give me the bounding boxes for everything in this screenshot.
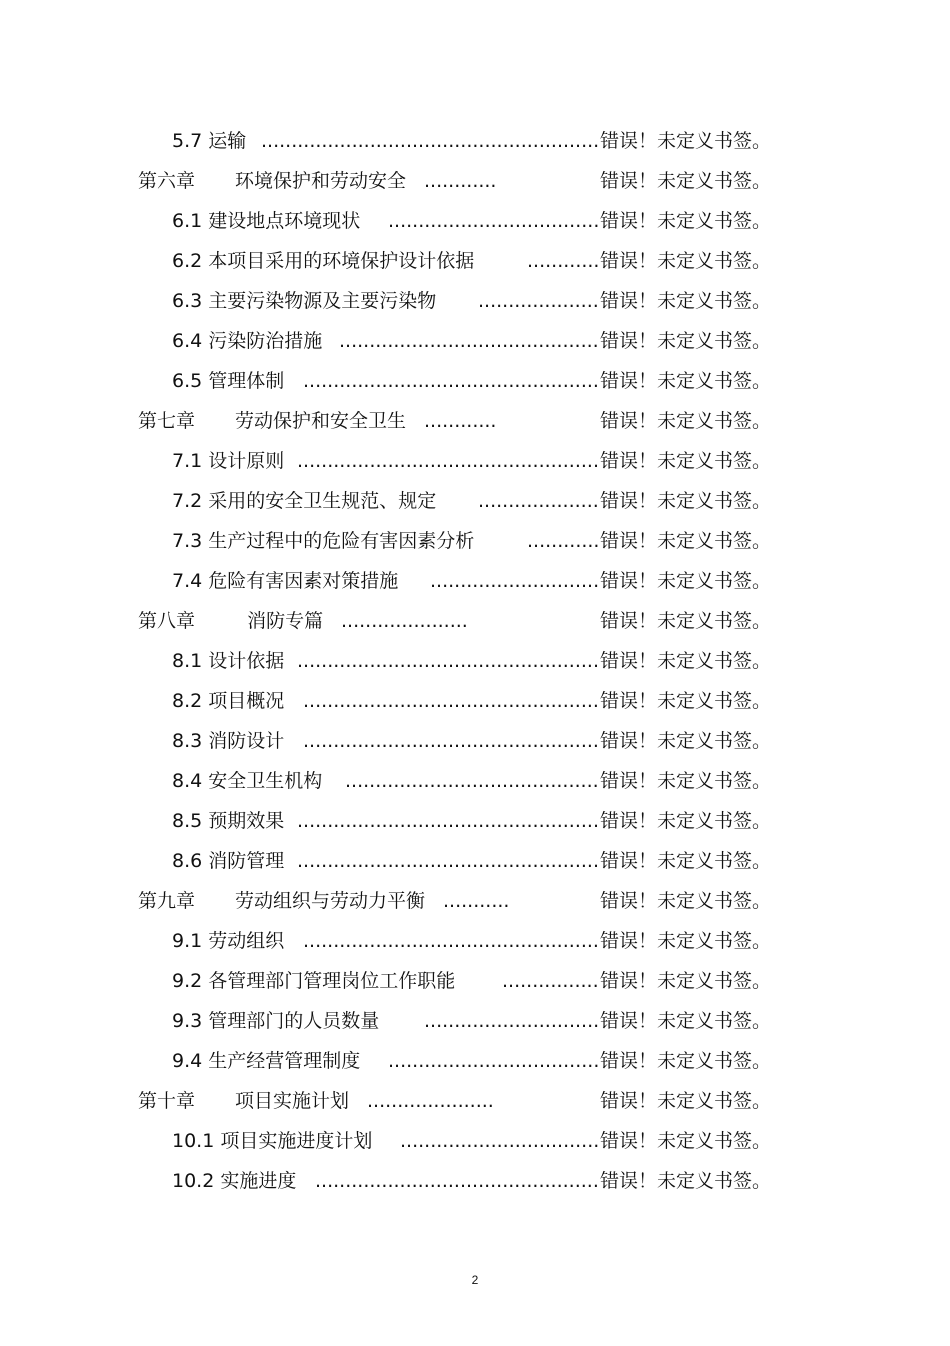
- toc-chapter-title: 环境保护和劳动安全: [235, 170, 407, 192]
- toc-entry-number: 9.1 劳动组织: [172, 930, 285, 952]
- toc-entry-number: 8.4 安全卫生机构: [172, 770, 323, 792]
- toc-chapter-title: 项目实施计划: [235, 1090, 350, 1112]
- toc-page-reference: 错误！未定义书签。: [600, 410, 772, 432]
- toc-entry-label: [172, 521, 474, 561]
- toc-leader-dots: ............: [527, 530, 600, 552]
- toc-chapter-row[interactable]: [0, 161, 950, 201]
- toc-entry-number: 6.5 管理体制: [172, 370, 285, 392]
- toc-entry-label: [172, 921, 284, 961]
- toc-entry-number: 6.1 建设地点环境现状: [172, 210, 361, 232]
- toc-page-reference: 错误！未定义书签。: [600, 1170, 772, 1192]
- toc-entry-label: [172, 761, 322, 801]
- toc-page-reference: 错误！未定义书签。: [600, 250, 772, 272]
- toc-leader-dots: .....................: [367, 1090, 494, 1112]
- toc-entry-label: [138, 161, 406, 201]
- toc-entry-label: [172, 1161, 296, 1201]
- toc-leader-dots: ................: [502, 970, 599, 992]
- toc-chapter-title: 消防专篇: [235, 610, 324, 632]
- toc-entry-number: 第七章: [138, 410, 196, 432]
- toc-entry-number: 第六章: [138, 170, 196, 192]
- toc-section-row[interactable]: [0, 801, 950, 841]
- toc-chapter-title: 劳动保护和安全卫生: [235, 410, 407, 432]
- toc-page-reference: 错误！未定义书签。: [600, 570, 772, 592]
- toc-section-row[interactable]: [0, 721, 950, 761]
- toc-section-row[interactable]: [0, 641, 950, 681]
- toc-leader-dots: .............................: [424, 1010, 600, 1032]
- toc-entry-label: [172, 241, 474, 281]
- toc-section-row[interactable]: [0, 481, 950, 521]
- toc-entry-number: 第九章: [138, 890, 196, 912]
- toc-page-reference: 错误！未定义书签。: [600, 1050, 772, 1072]
- toc-page-reference: 错误！未定义书签。: [600, 170, 772, 192]
- toc-section-row[interactable]: [0, 1001, 950, 1041]
- toc-leader-dots: .................................................: [303, 690, 599, 712]
- toc-entry-label: [172, 961, 455, 1001]
- toc-leader-dots: ............: [424, 410, 497, 432]
- toc-entry-label: [172, 801, 284, 841]
- toc-leader-dots: ..........................................: [345, 770, 599, 792]
- toc-chapter-row[interactable]: [0, 401, 950, 441]
- toc-entry-label: [172, 561, 398, 601]
- toc-entry-label: [172, 481, 436, 521]
- toc-section-row[interactable]: [0, 921, 950, 961]
- toc-chapter-row[interactable]: [0, 601, 950, 641]
- toc-entry-label: [172, 641, 284, 681]
- toc-page-reference: 错误！未定义书签。: [600, 1010, 772, 1032]
- toc-section-row[interactable]: [0, 121, 950, 161]
- toc-leader-dots: .................................: [400, 1130, 600, 1152]
- toc-entry-number: 7.3 生产过程中的危险有害因素分析: [172, 530, 475, 552]
- toc-leader-dots: ...........: [443, 890, 510, 912]
- toc-entry-label: [138, 881, 425, 921]
- toc-section-row[interactable]: [0, 841, 950, 881]
- toc-entry-label: [172, 681, 284, 721]
- toc-entry-number: 6.4 污染防治措施: [172, 330, 323, 352]
- toc-page-reference: 错误！未定义书签。: [600, 730, 772, 752]
- toc-leader-dots: ....................: [478, 290, 599, 312]
- toc-entry-number: 5.7 运输: [172, 130, 247, 152]
- toc-page-reference: 错误！未定义书签。: [600, 850, 772, 872]
- toc-entry-number: 6.3 主要污染物源及主要污染物: [172, 290, 437, 312]
- toc-entry-number: 7.1 设计原则: [172, 450, 285, 472]
- toc-leader-dots: ............................: [430, 570, 600, 592]
- toc-section-row[interactable]: [0, 1161, 950, 1201]
- toc-entry-number: 8.3 消防设计: [172, 730, 285, 752]
- toc-entry-label: [172, 121, 246, 161]
- toc-page-reference: 错误！未定义书签。: [600, 770, 772, 792]
- toc-leader-dots: ...................................: [388, 1050, 600, 1072]
- toc-entry-label: [172, 1001, 379, 1041]
- toc-section-row[interactable]: [0, 961, 950, 1001]
- toc-leader-dots: ...............................................: [315, 1170, 599, 1192]
- toc-entry-label: [172, 441, 284, 481]
- toc-section-row[interactable]: [0, 761, 950, 801]
- toc-entry-label: [172, 361, 284, 401]
- toc-page-reference: 错误！未定义书签。: [600, 530, 772, 552]
- toc-leader-dots: ..................................................: [297, 450, 599, 472]
- table-of-contents: [0, 121, 950, 1201]
- toc-entry-label: [172, 321, 322, 361]
- toc-entry-label: [138, 601, 323, 641]
- toc-section-row[interactable]: [0, 1121, 950, 1161]
- toc-page-reference: 错误！未定义书签。: [600, 290, 772, 312]
- toc-leader-dots: ....................: [478, 490, 599, 512]
- toc-entry-label: [138, 1081, 349, 1121]
- toc-entry-number: 第十章: [138, 1090, 196, 1112]
- toc-page-reference: 错误！未定义书签。: [600, 970, 772, 992]
- toc-page-reference: 错误！未定义书签。: [600, 890, 772, 912]
- toc-page-reference: 错误！未定义书签。: [600, 330, 772, 352]
- toc-entry-number: 10.1 项目实施进度计划: [172, 1130, 373, 1152]
- toc-leader-dots: ..................................................: [297, 810, 599, 832]
- toc-page-reference: 错误！未定义书签。: [600, 450, 772, 472]
- toc-page-reference: 错误！未定义书签。: [600, 610, 772, 632]
- toc-leader-dots: ...........................................: [339, 330, 599, 352]
- toc-section-row[interactable]: [0, 361, 950, 401]
- page-number: 2: [471, 1273, 479, 1287]
- toc-leader-dots: .................................................: [303, 730, 599, 752]
- toc-entry-number: 7.4 危险有害因素对策措施: [172, 570, 399, 592]
- toc-entry-number: 8.2 项目概况: [172, 690, 285, 712]
- toc-entry-number: 9.3 管理部门的人员数量: [172, 1010, 380, 1032]
- toc-entry-number: 9.4 生产经营管理制度: [172, 1050, 361, 1072]
- toc-entry-label: [172, 201, 360, 241]
- toc-entry-number: 8.1 设计依据: [172, 650, 285, 672]
- toc-entry-label: [172, 721, 284, 761]
- toc-section-row[interactable]: [0, 441, 950, 481]
- toc-section-row[interactable]: [0, 521, 950, 561]
- toc-leader-dots: .....................: [341, 610, 468, 632]
- toc-section-row[interactable]: [0, 561, 950, 601]
- toc-section-row[interactable]: [0, 1041, 950, 1081]
- toc-page-reference: 错误！未定义书签。: [600, 130, 772, 152]
- toc-page-reference: 错误！未定义书签。: [600, 810, 772, 832]
- toc-leader-dots: .................................................: [303, 930, 599, 952]
- toc-entry-number: 7.2 采用的安全卫生规范、规定: [172, 490, 437, 512]
- toc-entry-label: [172, 1041, 360, 1081]
- toc-entry-number: 8.5 预期效果: [172, 810, 285, 832]
- toc-page-reference: 错误！未定义书签。: [600, 650, 772, 672]
- toc-leader-dots: .................................................: [303, 370, 599, 392]
- toc-leader-dots: ..................................................: [297, 650, 599, 672]
- toc-page-reference: 错误！未定义书签。: [600, 490, 772, 512]
- toc-entry-number: 9.2 各管理部门管理岗位工作职能: [172, 970, 456, 992]
- toc-chapter-row[interactable]: [0, 881, 950, 921]
- toc-entry-label: [172, 281, 436, 321]
- toc-section-row[interactable]: [0, 321, 950, 361]
- toc-section-row[interactable]: [0, 241, 950, 281]
- toc-leader-dots: ...................................: [388, 210, 600, 232]
- toc-entry-number: 第八章: [138, 610, 196, 632]
- toc-page-reference: 错误！未定义书签。: [600, 210, 772, 232]
- toc-entry-label: [172, 841, 284, 881]
- toc-section-row[interactable]: [0, 201, 950, 241]
- toc-page-reference: 错误！未定义书签。: [600, 370, 772, 392]
- toc-leader-dots: ............: [527, 250, 600, 272]
- toc-leader-dots: ............: [424, 170, 497, 192]
- toc-page-reference: 错误！未定义书签。: [600, 1130, 772, 1152]
- toc-page-reference: 错误！未定义书签。: [600, 1090, 772, 1112]
- toc-entry-number: 6.2 本项目采用的环境保护设计依据: [172, 250, 475, 272]
- toc-chapter-title: 劳动组织与劳动力平衡: [235, 890, 426, 912]
- toc-entry-number: 8.6 消防管理: [172, 850, 285, 872]
- toc-section-row[interactable]: [0, 281, 950, 321]
- toc-section-row[interactable]: [0, 681, 950, 721]
- toc-leader-dots: ........................................................: [261, 130, 600, 152]
- toc-chapter-row[interactable]: [0, 1081, 950, 1121]
- toc-entry-label: [172, 1121, 372, 1161]
- toc-page-reference: 错误！未定义书签。: [600, 690, 772, 712]
- toc-page-reference: 错误！未定义书签。: [600, 930, 772, 952]
- toc-leader-dots: ..................................................: [297, 850, 599, 872]
- toc-entry-label: [138, 401, 406, 441]
- toc-entry-number: 10.2 实施进度: [172, 1170, 297, 1192]
